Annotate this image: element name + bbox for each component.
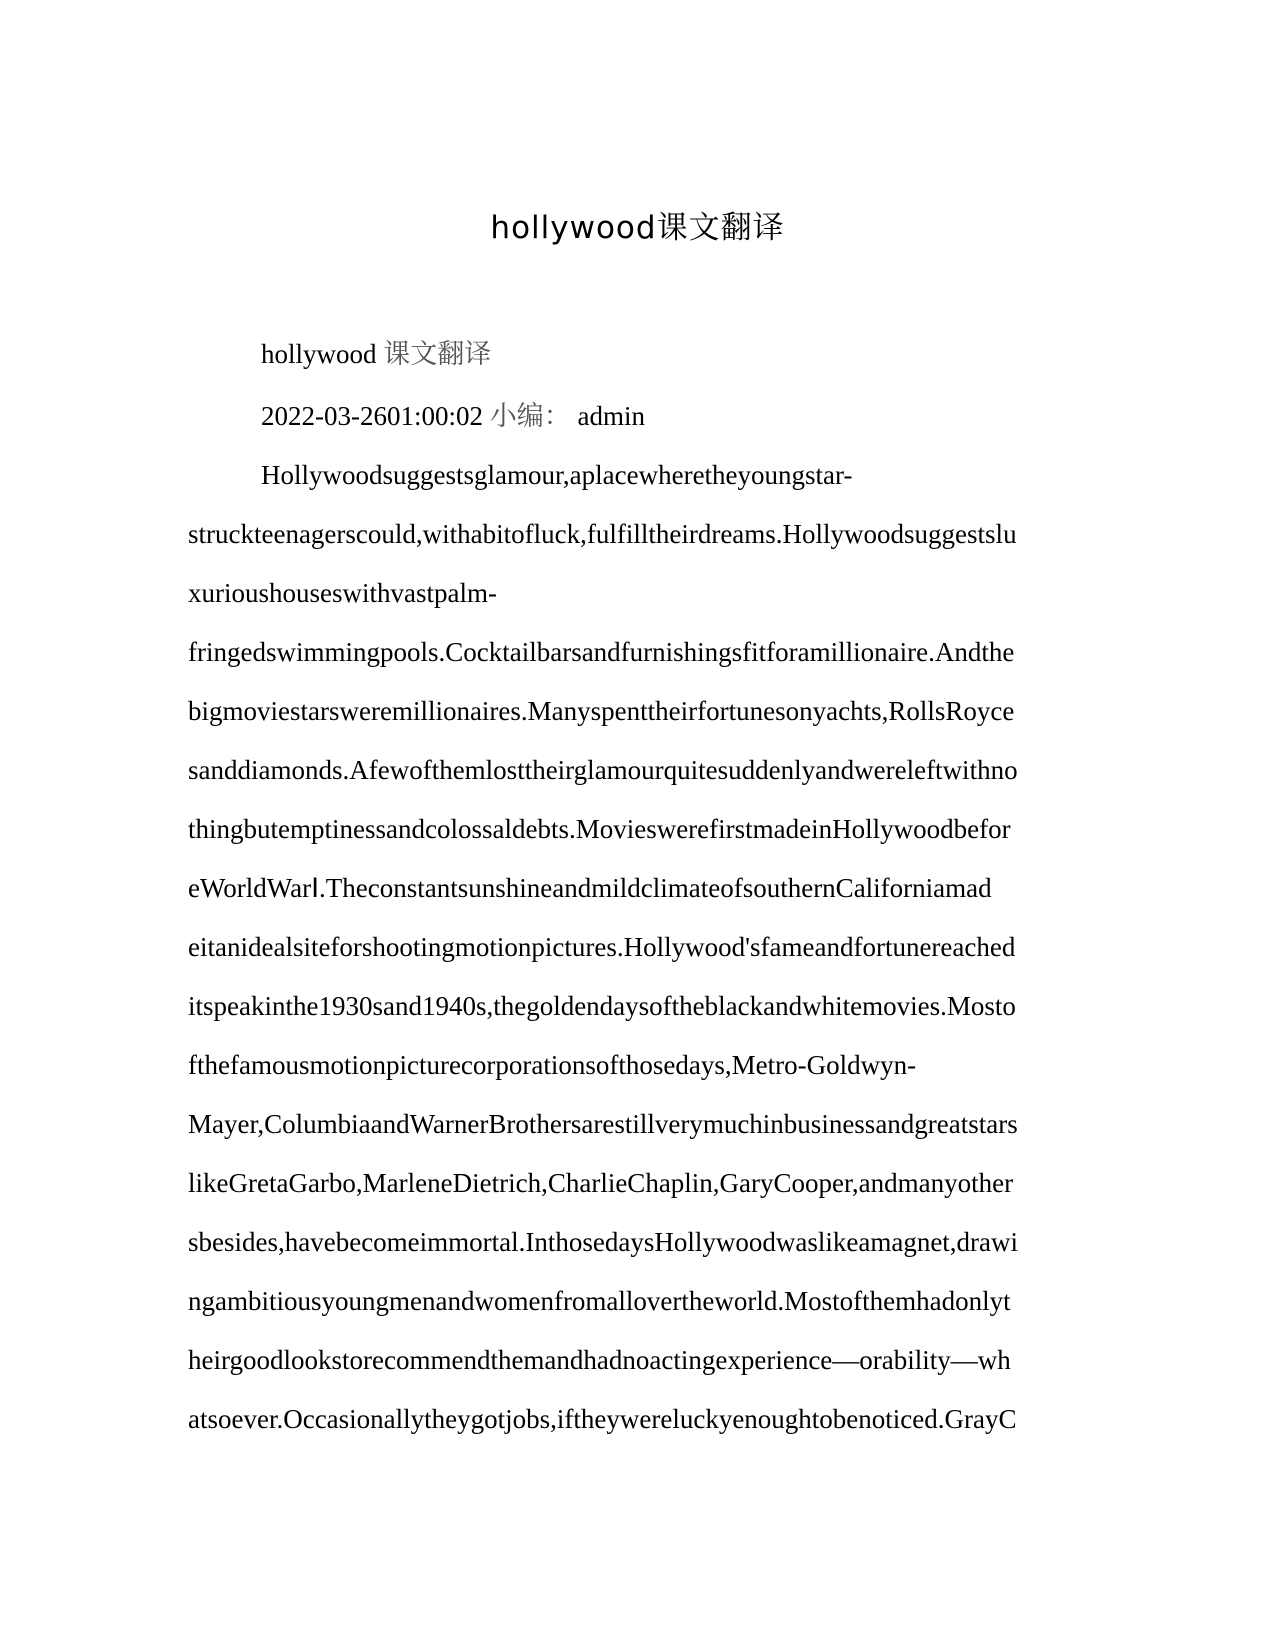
editor-name: admin (577, 401, 645, 431)
body-line: xurioushouseswithvastpalm- (188, 578, 497, 608)
body-line: heirgoodlookstorecommendthemandhadnoactingexperience—orability—wh (188, 1345, 1011, 1375)
body-line: eWorldWarⅠ.TheconstantsunshineandmildclimateofsouthernCaliforniamad (188, 873, 992, 903)
body-line: struckteenagerscould,withabitofluck,fulfilltheirdreams.Hollywoodsuggestslu (188, 519, 1017, 549)
body-line: eitanidealsiteforshootingmotionpictures.Hollywood'sfameandfortunereached (188, 932, 1016, 962)
body-line: ngambitiousyoungmenandwomenfromallovertheworld.Mostofthemhadonlyt (188, 1286, 1011, 1316)
meta-title-en: hollywood (261, 339, 377, 369)
body-line: bigmoviestarsweremillionaires.Manyspenttheirfortunesonyachts,RollsRoyce (188, 696, 1015, 726)
editor-label: 小编： (489, 401, 571, 431)
body-line: fringedswimmingpools.Cocktailbarsandfurnishingsfitforamillionaire.Andthe (188, 637, 1015, 667)
document-title: hollywood课文翻译 (490, 210, 785, 246)
body-line: itspeakinthe1930sand1940s,thegoldendaysoftheblackandwhitemovies.Mosto (188, 991, 1016, 1021)
body-line: atsoever.Occasionallytheygotjobs,iftheywereluckyenoughtobenoticed.GrayC (188, 1404, 1017, 1434)
body-line: sbesides,havebecomeimmortal.InthosedaysHollywoodwaslikeamagnet,drawi (188, 1227, 1019, 1257)
body-line: sanddiamonds.Afewofthemlosttheirglamourquitesuddenlyandwereleftwithno (188, 755, 1018, 785)
meta-title-cjk: 课文翻译 (383, 339, 492, 369)
body-line: likeGretaGarbo,MarleneDietrich,CharlieChaplin,GaryCooper,andmanyother (188, 1168, 1014, 1198)
body-line: thingbutemptinessandcolossaldebts.MovieswerefirstmadeinHollywoodbefor (188, 814, 1011, 844)
publish-date: 2022-03-2601:00:02 (261, 401, 483, 431)
body-line: fthefamousmotionpicturecorporationsofthosedays,Metro-Goldwyn- (188, 1050, 917, 1080)
body-line: Mayer,ColumbiaandWarnerBrothersarestillverymuchinbusinessandgreatstars (188, 1109, 1018, 1139)
body-line: Hollywoodsuggestsglamour,aplacewheretheyoungstar- (261, 460, 853, 490)
